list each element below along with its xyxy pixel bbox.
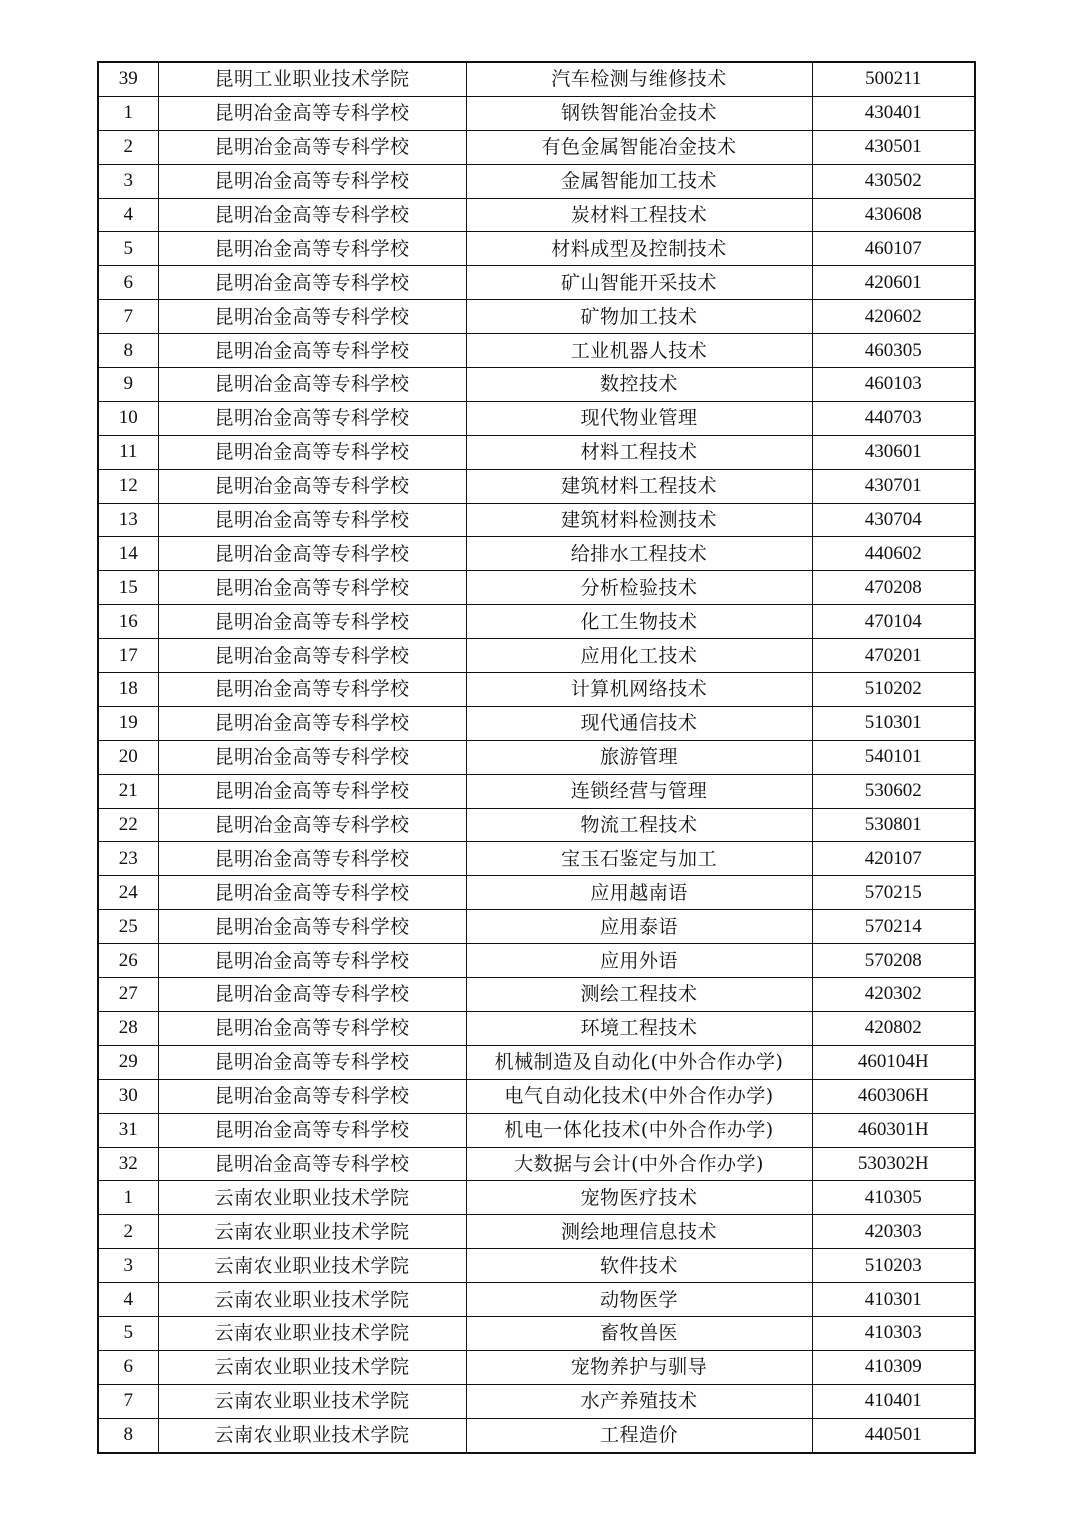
major-name: 测绘地理信息技术 xyxy=(466,1215,812,1249)
school-name: 昆明冶金高等专科学校 xyxy=(158,673,466,707)
row-number: 27 xyxy=(98,978,158,1012)
table-row xyxy=(98,1350,975,1384)
major-name: 工程造价 xyxy=(466,1418,812,1452)
major-code: 430701 xyxy=(812,469,975,503)
row-number: 8 xyxy=(98,1418,158,1452)
major-name: 宠物养护与驯导 xyxy=(466,1350,812,1384)
major-name: 钢铁智能冶金技术 xyxy=(466,96,812,130)
school-name: 昆明冶金高等专科学校 xyxy=(158,96,466,130)
major-name: 现代物业管理 xyxy=(466,401,812,435)
major-name: 数控技术 xyxy=(466,368,812,402)
major-name: 畜牧兽医 xyxy=(466,1316,812,1350)
school-name: 昆明冶金高等专科学校 xyxy=(158,232,466,266)
major-code: 410401 xyxy=(812,1384,975,1418)
major-name: 建筑材料检测技术 xyxy=(466,503,812,537)
row-number: 5 xyxy=(98,232,158,266)
table-row xyxy=(98,808,975,842)
row-number: 32 xyxy=(98,1147,158,1181)
table-row xyxy=(98,198,975,232)
major-code: 410301 xyxy=(812,1283,975,1317)
row-number: 31 xyxy=(98,1113,158,1147)
major-code: 460103 xyxy=(812,368,975,402)
major-code: 510203 xyxy=(812,1249,975,1283)
school-name: 昆明冶金高等专科学校 xyxy=(158,1079,466,1113)
table-row xyxy=(98,334,975,368)
major-code: 540101 xyxy=(812,740,975,774)
major-code: 430608 xyxy=(812,198,975,232)
major-code: 440602 xyxy=(812,537,975,571)
row-number: 1 xyxy=(98,96,158,130)
school-name: 昆明冶金高等专科学校 xyxy=(158,571,466,605)
row-number: 6 xyxy=(98,1350,158,1384)
row-number: 17 xyxy=(98,639,158,673)
table-row xyxy=(98,1418,975,1452)
major-name: 炭材料工程技术 xyxy=(466,198,812,232)
school-name: 昆明冶金高等专科学校 xyxy=(158,164,466,198)
major-name: 给排水工程技术 xyxy=(466,537,812,571)
school-name: 昆明冶金高等专科学校 xyxy=(158,1045,466,1079)
major-code: 420601 xyxy=(812,266,975,300)
major-code: 470201 xyxy=(812,639,975,673)
major-code: 430704 xyxy=(812,503,975,537)
school-name: 昆明冶金高等专科学校 xyxy=(158,876,466,910)
major-name: 现代通信技术 xyxy=(466,706,812,740)
table-row xyxy=(98,232,975,266)
major-name: 测绘工程技术 xyxy=(466,978,812,1012)
row-number: 3 xyxy=(98,1249,158,1283)
row-number: 2 xyxy=(98,1215,158,1249)
major-name: 应用外语 xyxy=(466,944,812,978)
row-number: 8 xyxy=(98,334,158,368)
major-name: 矿山智能开采技术 xyxy=(466,266,812,300)
table-row xyxy=(98,1113,975,1147)
major-code: 420303 xyxy=(812,1215,975,1249)
school-name: 云南农业职业技术学院 xyxy=(158,1249,466,1283)
school-name: 昆明冶金高等专科学校 xyxy=(158,334,466,368)
table-row xyxy=(98,266,975,300)
table-row xyxy=(98,639,975,673)
major-name: 物流工程技术 xyxy=(466,808,812,842)
school-name: 云南农业职业技术学院 xyxy=(158,1418,466,1452)
table-row xyxy=(98,96,975,130)
school-name: 昆明冶金高等专科学校 xyxy=(158,130,466,164)
table-row xyxy=(98,1011,975,1045)
school-name: 云南农业职业技术学院 xyxy=(158,1350,466,1384)
school-name: 云南农业职业技术学院 xyxy=(158,1181,466,1215)
row-number: 7 xyxy=(98,300,158,334)
major-name: 材料成型及控制技术 xyxy=(466,232,812,266)
major-code: 430502 xyxy=(812,164,975,198)
row-number: 12 xyxy=(98,469,158,503)
row-number: 24 xyxy=(98,876,158,910)
major-code: 510301 xyxy=(812,706,975,740)
school-name: 昆明冶金高等专科学校 xyxy=(158,842,466,876)
row-number: 11 xyxy=(98,435,158,469)
school-name: 昆明冶金高等专科学校 xyxy=(158,910,466,944)
major-name: 大数据与会计(中外合作办学) xyxy=(466,1147,812,1181)
table-row xyxy=(98,130,975,164)
major-name: 建筑材料工程技术 xyxy=(466,469,812,503)
school-name: 昆明冶金高等专科学校 xyxy=(158,774,466,808)
major-code: 410303 xyxy=(812,1316,975,1350)
major-name: 分析检验技术 xyxy=(466,571,812,605)
major-code: 420602 xyxy=(812,300,975,334)
major-code: 420802 xyxy=(812,1011,975,1045)
majors-table-body xyxy=(98,62,975,1453)
row-number: 13 xyxy=(98,503,158,537)
major-name: 汽车检测与维修技术 xyxy=(466,62,812,96)
major-name: 应用越南语 xyxy=(466,876,812,910)
major-code: 440501 xyxy=(812,1418,975,1452)
row-number: 25 xyxy=(98,910,158,944)
major-name: 动物医学 xyxy=(466,1283,812,1317)
row-number: 26 xyxy=(98,944,158,978)
major-name: 有色金属智能冶金技术 xyxy=(466,130,812,164)
major-code: 570214 xyxy=(812,910,975,944)
school-name: 昆明冶金高等专科学校 xyxy=(158,266,466,300)
school-name: 昆明冶金高等专科学校 xyxy=(158,808,466,842)
major-name: 宠物医疗技术 xyxy=(466,1181,812,1215)
table-row xyxy=(98,605,975,639)
table-row xyxy=(98,673,975,707)
table-row xyxy=(98,876,975,910)
table-row xyxy=(98,503,975,537)
row-number: 23 xyxy=(98,842,158,876)
table-row xyxy=(98,910,975,944)
school-name: 昆明冶金高等专科学校 xyxy=(158,978,466,1012)
school-name: 昆明冶金高等专科学校 xyxy=(158,1113,466,1147)
row-number: 5 xyxy=(98,1316,158,1350)
major-name: 环境工程技术 xyxy=(466,1011,812,1045)
row-number: 7 xyxy=(98,1384,158,1418)
major-name: 旅游管理 xyxy=(466,740,812,774)
school-name: 昆明冶金高等专科学校 xyxy=(158,435,466,469)
table-row xyxy=(98,1147,975,1181)
major-name: 金属智能加工技术 xyxy=(466,164,812,198)
major-name: 水产养殖技术 xyxy=(466,1384,812,1418)
major-code: 570215 xyxy=(812,876,975,910)
school-name: 昆明冶金高等专科学校 xyxy=(158,537,466,571)
major-code: 460301H xyxy=(812,1113,975,1147)
row-number: 9 xyxy=(98,368,158,402)
table-row xyxy=(98,944,975,978)
row-number: 39 xyxy=(98,62,158,96)
major-code: 460305 xyxy=(812,334,975,368)
major-code: 420107 xyxy=(812,842,975,876)
table-row xyxy=(98,978,975,1012)
row-number: 1 xyxy=(98,1181,158,1215)
row-number: 2 xyxy=(98,130,158,164)
row-number: 14 xyxy=(98,537,158,571)
table-row xyxy=(98,1249,975,1283)
major-name: 材料工程技术 xyxy=(466,435,812,469)
row-number: 3 xyxy=(98,164,158,198)
major-code: 470104 xyxy=(812,605,975,639)
major-name: 机械制造及自动化(中外合作办学) xyxy=(466,1045,812,1079)
row-number: 28 xyxy=(98,1011,158,1045)
table-row xyxy=(98,1283,975,1317)
row-number: 4 xyxy=(98,1283,158,1317)
school-name: 云南农业职业技术学院 xyxy=(158,1215,466,1249)
row-number: 21 xyxy=(98,774,158,808)
major-code: 430401 xyxy=(812,96,975,130)
school-name: 昆明冶金高等专科学校 xyxy=(158,198,466,232)
row-number: 22 xyxy=(98,808,158,842)
school-name: 昆明冶金高等专科学校 xyxy=(158,401,466,435)
school-name: 昆明冶金高等专科学校 xyxy=(158,639,466,673)
major-name: 宝玉石鉴定与加工 xyxy=(466,842,812,876)
row-number: 10 xyxy=(98,401,158,435)
table-row xyxy=(98,401,975,435)
school-name: 昆明工业职业技术学院 xyxy=(158,62,466,96)
school-name: 云南农业职业技术学院 xyxy=(158,1384,466,1418)
major-name: 应用化工技术 xyxy=(466,639,812,673)
school-name: 云南农业职业技术学院 xyxy=(158,1283,466,1317)
table-row xyxy=(98,1384,975,1418)
table-row xyxy=(98,706,975,740)
table-row xyxy=(98,1079,975,1113)
table-row xyxy=(98,571,975,605)
table-row xyxy=(98,300,975,334)
school-name: 昆明冶金高等专科学校 xyxy=(158,1011,466,1045)
major-code: 410309 xyxy=(812,1350,975,1384)
major-name: 应用泰语 xyxy=(466,910,812,944)
row-number: 20 xyxy=(98,740,158,774)
table-row xyxy=(98,1181,975,1215)
major-code: 420302 xyxy=(812,978,975,1012)
school-name: 昆明冶金高等专科学校 xyxy=(158,469,466,503)
table-row xyxy=(98,164,975,198)
major-name: 机电一体化技术(中外合作办学) xyxy=(466,1113,812,1147)
school-name: 昆明冶金高等专科学校 xyxy=(158,944,466,978)
major-name: 电气自动化技术(中外合作办学) xyxy=(466,1079,812,1113)
row-number: 4 xyxy=(98,198,158,232)
major-code: 460104H xyxy=(812,1045,975,1079)
major-name: 连锁经营与管理 xyxy=(466,774,812,808)
row-number: 16 xyxy=(98,605,158,639)
row-number: 30 xyxy=(98,1079,158,1113)
table-row xyxy=(98,842,975,876)
major-code: 430601 xyxy=(812,435,975,469)
majors-table xyxy=(97,61,976,1454)
school-name: 云南农业职业技术学院 xyxy=(158,1316,466,1350)
major-code: 410305 xyxy=(812,1181,975,1215)
major-name: 矿物加工技术 xyxy=(466,300,812,334)
major-code: 460107 xyxy=(812,232,975,266)
major-code: 530602 xyxy=(812,774,975,808)
row-number: 29 xyxy=(98,1045,158,1079)
table-row xyxy=(98,469,975,503)
major-code: 440703 xyxy=(812,401,975,435)
table-row xyxy=(98,1316,975,1350)
school-name: 昆明冶金高等专科学校 xyxy=(158,1147,466,1181)
school-name: 昆明冶金高等专科学校 xyxy=(158,368,466,402)
major-code: 510202 xyxy=(812,673,975,707)
table-row xyxy=(98,740,975,774)
major-code: 460306H xyxy=(812,1079,975,1113)
major-name: 计算机网络技术 xyxy=(466,673,812,707)
row-number: 6 xyxy=(98,266,158,300)
table-row xyxy=(98,1215,975,1249)
major-code: 500211 xyxy=(812,62,975,96)
table-row xyxy=(98,368,975,402)
major-name: 软件技术 xyxy=(466,1249,812,1283)
major-name: 化工生物技术 xyxy=(466,605,812,639)
table-row xyxy=(98,435,975,469)
school-name: 昆明冶金高等专科学校 xyxy=(158,740,466,774)
table-row xyxy=(98,537,975,571)
school-name: 昆明冶金高等专科学校 xyxy=(158,300,466,334)
row-number: 19 xyxy=(98,706,158,740)
table-row xyxy=(98,62,975,96)
major-code: 570208 xyxy=(812,944,975,978)
major-code: 530801 xyxy=(812,808,975,842)
major-code: 470208 xyxy=(812,571,975,605)
school-name: 昆明冶金高等专科学校 xyxy=(158,706,466,740)
table-row xyxy=(98,774,975,808)
row-number: 15 xyxy=(98,571,158,605)
table-row xyxy=(98,1045,975,1079)
major-code: 530302H xyxy=(812,1147,975,1181)
major-code: 430501 xyxy=(812,130,975,164)
school-name: 昆明冶金高等专科学校 xyxy=(158,503,466,537)
school-name: 昆明冶金高等专科学校 xyxy=(158,605,466,639)
major-name: 工业机器人技术 xyxy=(466,334,812,368)
row-number: 18 xyxy=(98,673,158,707)
